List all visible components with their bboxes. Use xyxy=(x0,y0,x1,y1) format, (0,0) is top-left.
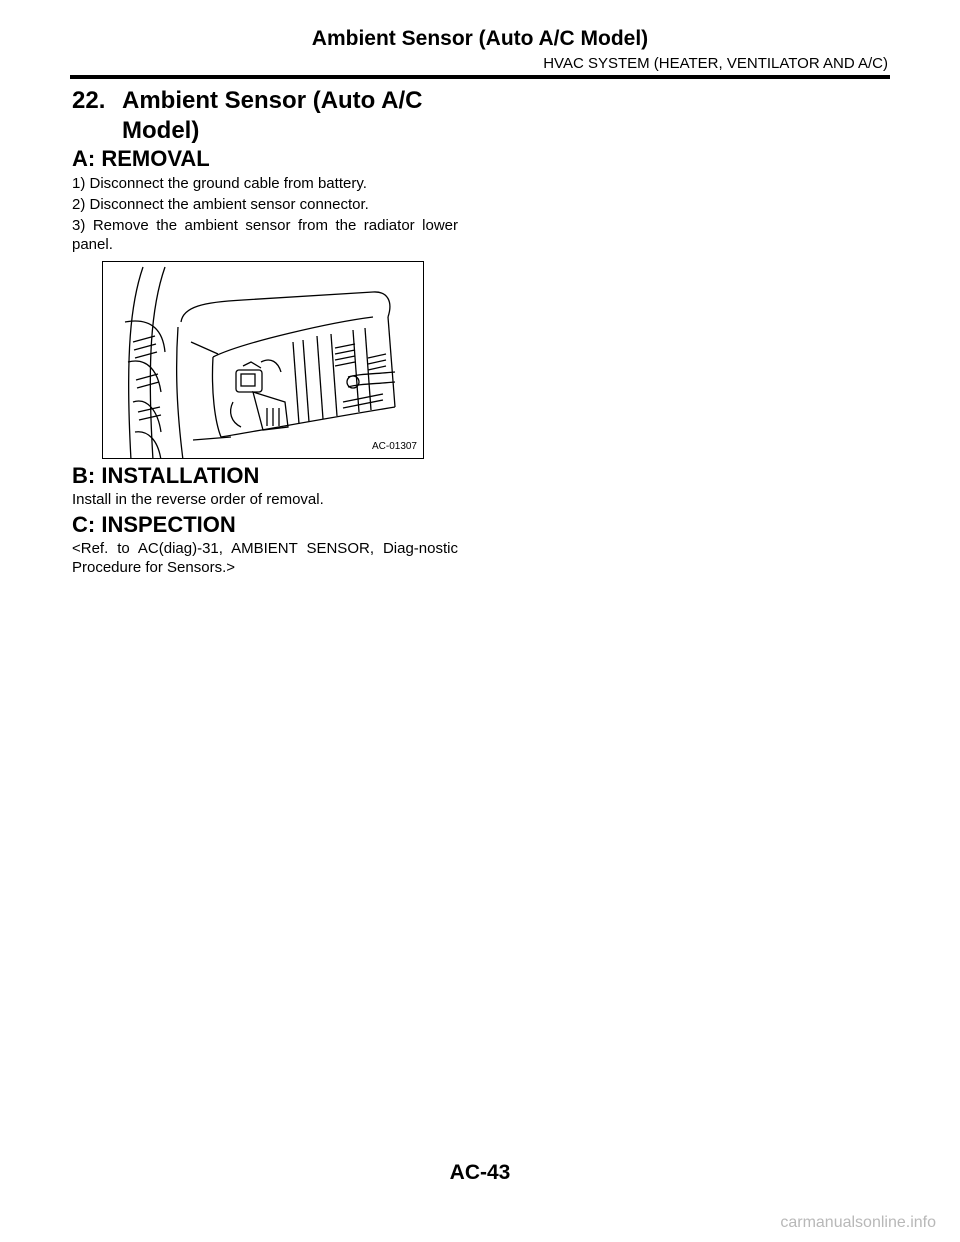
installation-text: Install in the reverse order of removal. xyxy=(72,491,324,508)
section-title-line1 xyxy=(72,86,472,116)
section-title-line2: Model) xyxy=(122,117,200,144)
page-header-title: Ambient Sensor (Auto A/C Model) xyxy=(311,27,649,50)
figure-code: AC-01307 xyxy=(371,441,417,452)
removal-step-3: 3) Remove the ambient sensor from the radiator lower panel. xyxy=(72,217,458,253)
page-header-subtitle: HVAC SYSTEM (HEATER, VENTILATOR AND A/C) xyxy=(543,55,888,72)
removal-heading: A: REMOVAL xyxy=(72,146,210,171)
removal-steps xyxy=(72,174,458,256)
inspection-heading: C: INSPECTION xyxy=(72,512,236,537)
page-number: AC-43 xyxy=(449,1161,511,1184)
ambient-sensor-illustration xyxy=(102,261,424,459)
removal-step-2: 2) Disconnect the ambient sensor connector. xyxy=(72,196,369,213)
inspection-reference-link[interactable]: <Ref. to AC(diag)-31, AMBIENT SENSOR, Diag-nostic Procedure for Sensors.> xyxy=(72,540,458,576)
inspection-text-block xyxy=(72,539,458,579)
removal-step-1: 1) Disconnect the ground cable from battery. xyxy=(72,175,367,192)
header-divider xyxy=(70,75,890,79)
installation-text-block xyxy=(72,490,458,511)
site-watermark: carmanualsonline.info xyxy=(780,1214,936,1231)
sensor-location-drawing xyxy=(103,262,424,459)
section-title-text: Ambient Sensor (Auto A/C xyxy=(122,87,423,114)
installation-heading: B: INSTALLATION xyxy=(72,463,260,488)
section-number: 22. xyxy=(72,87,106,114)
section-title xyxy=(72,86,472,146)
